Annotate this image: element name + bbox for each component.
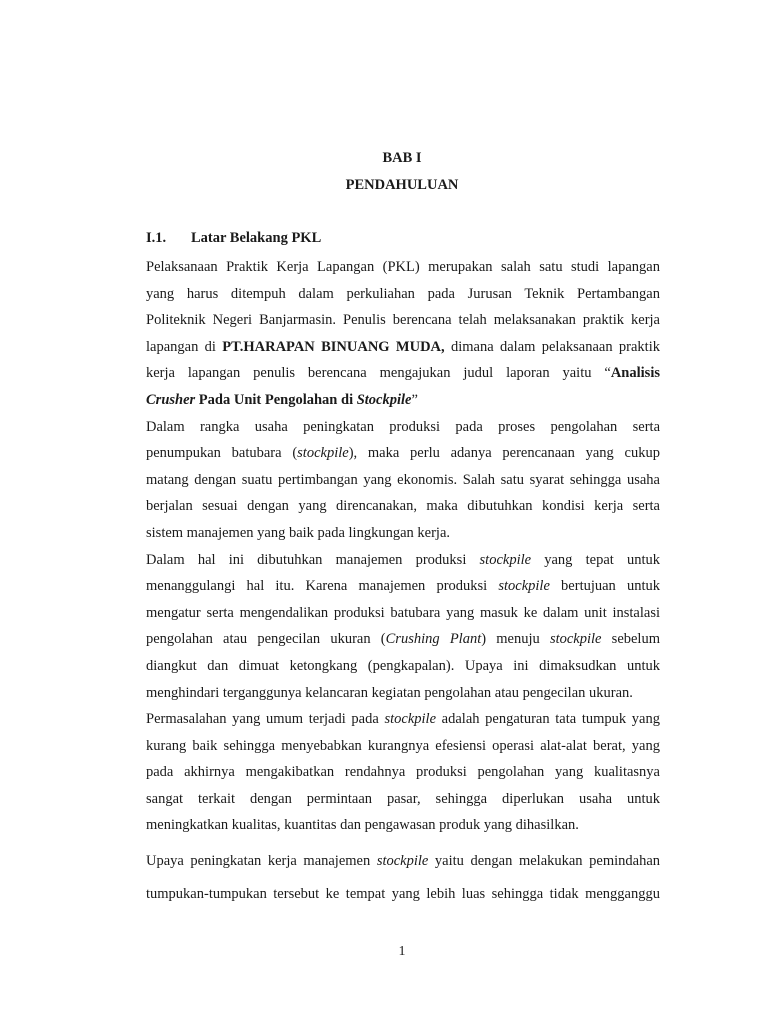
section-heading	[146, 230, 321, 247]
chapter-heading: BAB I	[382, 150, 422, 166]
text-run: lapangan di	[146, 338, 223, 355]
text-line	[146, 387, 660, 414]
report-title-part: Pada Unit Pengolahan di	[195, 391, 357, 408]
text-line	[146, 786, 660, 813]
text-run: Permasalahan yang umum terjadi pada	[146, 711, 385, 728]
italic-term: Crushing Plant	[385, 631, 482, 648]
report-title-part: Analisis	[610, 365, 660, 382]
text-run: yang tepat untuk	[531, 551, 660, 568]
text-line	[146, 493, 660, 520]
page-number: 1	[398, 944, 406, 959]
body-text	[146, 254, 660, 911]
text-run: Dalam rangka usaha peningkatan produksi pada proses pengolahan serta	[146, 418, 660, 435]
text-line	[146, 573, 660, 600]
text-run: sebelum	[601, 631, 660, 648]
report-title-part: Stockpile	[356, 391, 412, 408]
text-line	[146, 440, 660, 467]
text-line	[146, 254, 660, 281]
text-run: Politeknik Negeri Banjarmasin. Penulis berencana telah melaksanakan praktik kerja	[146, 312, 660, 329]
text-line	[146, 520, 660, 547]
text-line	[146, 733, 660, 760]
italic-term: stockpile	[549, 631, 602, 648]
text-line	[146, 307, 660, 334]
text-run: Upaya peningkatan kerja manajemen	[146, 853, 377, 870]
text-run: ) menuju	[481, 631, 550, 648]
text-run: dimana dalam pelaksanaan praktik	[444, 338, 660, 355]
text-line	[146, 414, 660, 441]
text-run: ”	[411, 391, 418, 408]
text-line	[146, 600, 660, 627]
italic-term: stockpile	[479, 551, 532, 568]
text-line	[146, 467, 660, 494]
text-run: mengatur serta mengendalikan produksi batubara yang masuk ke dalam unit instalasi	[146, 604, 660, 621]
text-run: yang harus ditempuh dalam perkuliahan pada Jurusan Teknik Pertambangan	[146, 285, 660, 302]
text-run: meningkatkan kualitas, kuantitas dan pengawasan produk yang dihasilkan.	[146, 817, 579, 834]
text-run: yaitu dengan melakukan pemindahan	[428, 853, 660, 870]
italic-term: stockpile	[376, 853, 429, 870]
paragraph-4	[146, 706, 660, 839]
company-name: PT.HARAPAN BINUANG MUDA,	[222, 338, 445, 355]
text-run: pengolahan atau pengecilan ukuran (	[146, 631, 386, 648]
text-run: penumpukan batubara (	[146, 445, 298, 462]
text-line	[146, 281, 660, 308]
text-run: bertujuan untuk	[549, 578, 660, 595]
text-run: ), maka perlu adanya perencanaan yang cukup	[348, 445, 660, 462]
text-run: menanggulangi hal itu. Karena manajemen produksi	[146, 578, 499, 595]
paragraph-3	[146, 547, 660, 707]
text-run: adalah pengaturan tata tumpuk yang	[436, 711, 660, 728]
text-line	[146, 334, 660, 361]
italic-term: stockpile	[384, 711, 437, 728]
text-line	[146, 878, 660, 911]
text-line	[146, 812, 660, 839]
text-line	[146, 626, 660, 653]
text-run: menghindari terganggunya kelancaran kegiatan pengolahan atau pengecilan ukuran.	[146, 684, 633, 701]
text-line	[146, 653, 660, 680]
text-line	[146, 759, 660, 786]
text-line	[146, 680, 660, 707]
text-run: Pelaksanaan Praktik Kerja Lapangan (PKL) merupakan salah satu studi lapangan	[146, 259, 660, 275]
text-run: kerja lapangan penulis berencana mengajukan judul laporan yaitu “	[146, 365, 611, 382]
text-run: berjalan sesuai dengan yang direncanakan, maka dibutuhkan kondisi kerja serta	[146, 498, 660, 515]
text-run: tumpukan-tumpukan tersebut ke tempat yang lebih luas sehingga tidak mengganggu	[146, 886, 660, 903]
text-line	[146, 360, 660, 387]
text-run: sistem manajemen yang baik pada lingkungan kerja.	[146, 524, 451, 541]
text-line	[146, 845, 660, 878]
text-line	[146, 706, 660, 733]
section-title: Latar Belakang PKL	[191, 230, 322, 246]
text-line	[146, 547, 660, 574]
italic-term: stockpile	[297, 445, 349, 462]
text-run: diangkut dan dimuat ketongkang (pengkapalan). Upaya ini dimaksudkan untuk	[146, 657, 660, 674]
report-title-part: Crusher	[146, 391, 196, 408]
text-run: Dalam hal ini dibutuhkan manajemen produksi	[146, 551, 480, 568]
text-run: sangat terkait dengan permintaan pasar, sehingga diperlukan usaha untuk	[146, 790, 660, 807]
paragraph-5	[146, 845, 660, 911]
text-run: matang dengan suatu pertimbangan yang ekonomis. Salah satu syarat sehingga usaha	[146, 471, 660, 488]
italic-term: stockpile	[498, 578, 550, 595]
paragraph-2	[146, 414, 660, 547]
paragraph-1	[146, 254, 660, 414]
section-number: I.1.	[146, 230, 167, 246]
text-run: kurang baik sehingga menyebabkan kurangnya efesiensi operasi alat-alat berat, yang	[146, 737, 660, 754]
text-run: pada akhirnya mengakibatkan rendahnya produksi pengolahan yang kualitasnya	[146, 764, 660, 781]
chapter-title: PENDAHULUAN	[345, 177, 459, 193]
